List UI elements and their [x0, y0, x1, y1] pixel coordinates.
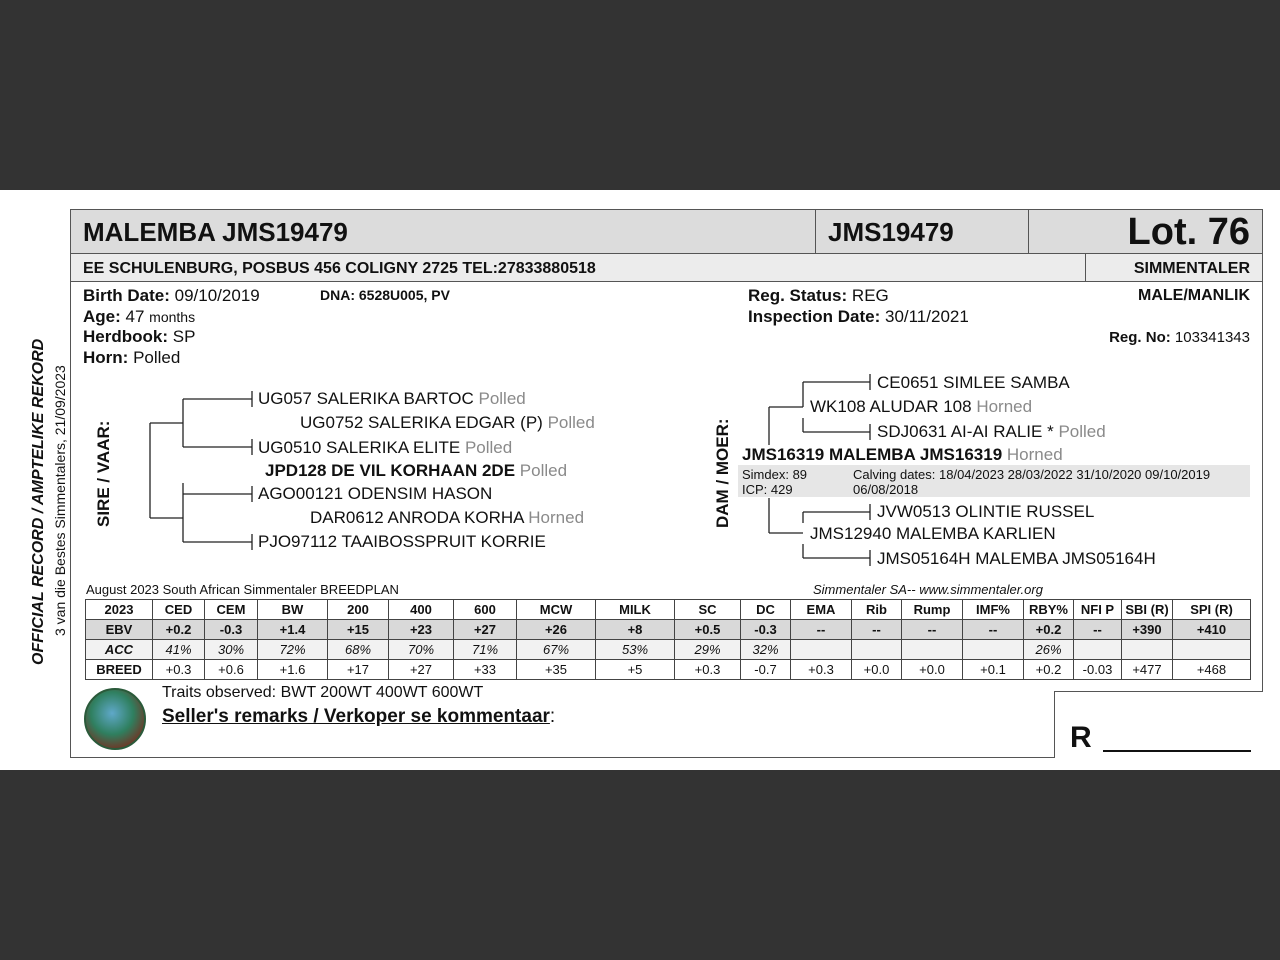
breedplan-cell: +1.6 [258, 660, 328, 680]
sire-gg-dam-2: PJO97112 TAAIBOSSPRUIT KORRIE [258, 532, 546, 551]
breedplan-cell: DC [741, 600, 791, 620]
age-value: 47 [125, 307, 145, 326]
breedplan-row-label: EBV [86, 620, 153, 640]
herdbook-value: SP [172, 327, 196, 346]
birth-date-label: Birth Date: [83, 286, 170, 305]
breedplan-cell: +0.2 [1024, 620, 1074, 640]
breedplan-cell: +468 [1173, 660, 1251, 680]
breedplan-cell: +0.0 [852, 660, 902, 680]
horn-tag: Horned [1006, 445, 1063, 464]
horn-label: Horn: [83, 348, 129, 367]
breedplan-cell: CED [153, 600, 205, 620]
dam-gg-dam-2: JMS05164H MALEMBA JMS05164H [877, 549, 1156, 568]
breedplan-cell: -- [902, 620, 963, 640]
breedplan-table [85, 599, 1251, 680]
calving-dates: Calving dates: 18/04/2023 28/03/2022 31/10/2020 09/10/2019 [853, 467, 1211, 482]
breedplan-cell: +0.6 [205, 660, 258, 680]
breedplan-cell: 29% [675, 640, 741, 660]
breedplan-caption: August 2023 South African Simmentaler BREEDPLAN [86, 582, 399, 597]
breedplan-cell: +27 [389, 660, 454, 680]
horn-tag: Horned [976, 397, 1033, 416]
horn-tag: Polled [1058, 422, 1106, 441]
reg-status-label: Reg. Status: [748, 286, 848, 305]
simmentaler-logo [84, 688, 146, 750]
sire-gg-sire-1 [258, 389, 526, 409]
breedplan-cell: 200 [328, 600, 389, 620]
horn-tag: Polled [478, 389, 526, 408]
breedplan-cell [791, 640, 852, 660]
breedplan-cell: +5 [596, 660, 675, 680]
breedplan-cell: +0.3 [675, 660, 741, 680]
breedplan-cell: +26 [517, 620, 596, 640]
breedplan-cell: +35 [517, 660, 596, 680]
breedplan-acc-row [86, 640, 1251, 660]
breedplan-cell [1122, 640, 1173, 660]
inspection-label: Inspection Date: [748, 307, 881, 326]
breedplan-cell: IMF% [963, 600, 1024, 620]
breedplan-cell: SPI (R) [1173, 600, 1251, 620]
source-note: 3 van die Bestes Simmentalers, 21/09/2023 [52, 365, 68, 636]
breedplan-cell: 53% [596, 640, 675, 660]
animal-name: MALEMBA JMS19479 [83, 217, 348, 247]
sire-gg-dam-1 [258, 438, 512, 458]
breedplan-cell: +1.4 [258, 620, 328, 640]
dam-name [742, 445, 1063, 465]
horn-value: Polled [133, 348, 181, 367]
reg-status-value: REG [851, 286, 889, 305]
breedplan-row-label: 2023 [86, 600, 153, 620]
dam-gg-dam-1 [877, 422, 1106, 442]
breed-name: SIMMENTALER [1133, 260, 1250, 277]
breedplan-cell: NFI P [1074, 600, 1122, 620]
breedplan-cell: +0.0 [902, 660, 963, 680]
breedplan-cell [1074, 640, 1122, 660]
breedplan-cell: SBI (R) [1122, 600, 1173, 620]
breedplan-cell: -- [791, 620, 852, 640]
breedplan-website: Simmentaler SA-- www.simmentaler.org [813, 582, 1043, 597]
breedplan-cell [852, 640, 902, 660]
breedplan-cell: 30% [205, 640, 258, 660]
breedplan-cell: 68% [328, 640, 389, 660]
sire-gg-sire-2: AGO00121 ODENSIM HASON [258, 484, 493, 503]
breedplan-cell: +0.5 [675, 620, 741, 640]
breedplan-cell: Rib [852, 600, 902, 620]
sellers-remarks-label: Seller's remarks / Verkoper se kommentaar [162, 706, 550, 727]
breedplan-cell: +390 [1122, 620, 1173, 640]
price-label: R [1070, 721, 1092, 754]
horn-tag: Polled [547, 413, 595, 432]
icp: ICP: 429 [742, 482, 793, 497]
breedplan-cell: -- [852, 620, 902, 640]
breedplan-cell: MCW [517, 600, 596, 620]
horn-tag: Polled [464, 438, 513, 457]
sire-grandsire [300, 413, 595, 433]
pedigree-name: UG057 SALERIKA BARTOC [258, 389, 474, 408]
breedplan-cell: -0.3 [205, 620, 258, 640]
breedplan-cell: +0.3 [791, 660, 852, 680]
breedplan-cell: BW [258, 600, 328, 620]
breedplan-cell: -- [963, 620, 1024, 640]
breedplan-cell: SC [675, 600, 741, 620]
reg-no-label: Reg. No: [1109, 329, 1171, 346]
animal-id: JMS19479 [828, 217, 954, 247]
breedplan-cell: +477 [1122, 660, 1173, 680]
horn-tag: Polled [519, 461, 568, 480]
dam-gg-sire-1: CE0651 SIMLEE SAMBA [877, 373, 1070, 392]
price-line [1103, 750, 1251, 752]
breedplan-cell: 26% [1024, 640, 1074, 660]
sex: MALE/MANLIK [1138, 287, 1250, 304]
calving-dates-cont: 06/08/2018 [853, 482, 919, 497]
breedplan-cell: 72% [258, 640, 328, 660]
breedplan-cell: 71% [454, 640, 517, 660]
breedplan-cell: -0.03 [1074, 660, 1122, 680]
pedigree-name: JMS16319 MALEMBA JMS16319 [742, 445, 1003, 464]
reg-no-value: 103341343 [1174, 329, 1250, 346]
birth-date-value: 09/10/2019 [174, 286, 260, 305]
sellers-remarks-colon: : [549, 706, 556, 727]
breedplan-header-row [86, 600, 1251, 620]
breedplan-cell: +410 [1173, 620, 1251, 640]
breedplan-cell: +0.2 [1024, 660, 1074, 680]
horn-tag: Horned [528, 508, 585, 527]
breedplan-cell: 600 [454, 600, 517, 620]
breedplan-cell: 400 [389, 600, 454, 620]
breedplan-cell: RBY% [1024, 600, 1074, 620]
breedplan-cell: +15 [328, 620, 389, 640]
age-label: Age: [83, 307, 121, 326]
breedplan-cell: +27 [454, 620, 517, 640]
breedplan-cell [1173, 640, 1251, 660]
pedigree-name: DAR0612 ANRODA KORHA [310, 508, 524, 527]
lot-number: Lot. 76 [1127, 211, 1250, 253]
breedplan-row-label: ACC [86, 640, 153, 660]
pedigree-name: WK108 ALUDAR 108 [810, 397, 972, 416]
breedplan-cell: 32% [741, 640, 791, 660]
breedplan-cell: 70% [389, 640, 454, 660]
breedplan-cell: +0.2 [153, 620, 205, 640]
dam-grandsire [810, 397, 1032, 417]
dam-granddam: JMS12940 MALEMBA KARLIEN [810, 524, 1056, 543]
breedplan-cell: +23 [389, 620, 454, 640]
breedplan-cell: -0.7 [741, 660, 791, 680]
pedigree-name: JPD128 DE VIL KORHAAN 2DE [265, 461, 516, 480]
breedplan-breed-row [86, 660, 1251, 680]
sire-label: SIRE / VAAR: [94, 420, 113, 527]
pedigree-name: SDJ0631 AI-AI RALIE * [877, 422, 1054, 441]
pedigree-name: UG0510 SALERIKA ELITE [258, 438, 461, 457]
breedplan-cell: +0.3 [153, 660, 205, 680]
breedplan-cell: +8 [596, 620, 675, 640]
breedplan-cell [963, 640, 1024, 660]
breedplan-ebv-row [86, 620, 1251, 640]
owner-address: EE SCHULENBURG, POSBUS 456 COLIGNY 2725 TEL:27833880518 [83, 260, 596, 277]
dna-info: DNA: 6528U005, PV [320, 287, 450, 303]
breedplan-cell: Rump [902, 600, 963, 620]
breedplan-cell: +33 [454, 660, 517, 680]
simdex: Simdex: 89 [742, 467, 808, 482]
dam-label: DAM / MOER: [713, 418, 732, 528]
breedplan-cell: CEM [205, 600, 258, 620]
traits-observed: Traits observed: BWT 200WT 400WT 600WT [162, 684, 484, 701]
breedplan-cell: -0.3 [741, 620, 791, 640]
breedplan-cell: -- [1074, 620, 1122, 640]
sire-granddam [310, 508, 584, 528]
breedplan-cell: +0.1 [963, 660, 1024, 680]
pedigree-name: UG0752 SALERIKA EDGAR (P) [300, 413, 543, 432]
dam-gg-sire-2: JVW0513 OLINTIE RUSSEL [877, 502, 1095, 521]
breedplan-cell: MILK [596, 600, 675, 620]
official-record-label: OFFICIAL RECORD / AMPTELIKE REKORD [30, 338, 47, 665]
age-unit: months [149, 309, 196, 325]
inspection-value: 30/11/2021 [884, 307, 969, 326]
breedplan-cell: 41% [153, 640, 205, 660]
breedplan-cell: EMA [791, 600, 852, 620]
breedplan-cell [902, 640, 963, 660]
sire-name [265, 461, 567, 481]
breedplan-cell: +17 [328, 660, 389, 680]
sellers-remarks [162, 706, 555, 728]
breedplan-cell: 67% [517, 640, 596, 660]
herdbook-label: Herdbook: [83, 327, 168, 346]
breedplan-row-label: BREED [86, 660, 153, 680]
